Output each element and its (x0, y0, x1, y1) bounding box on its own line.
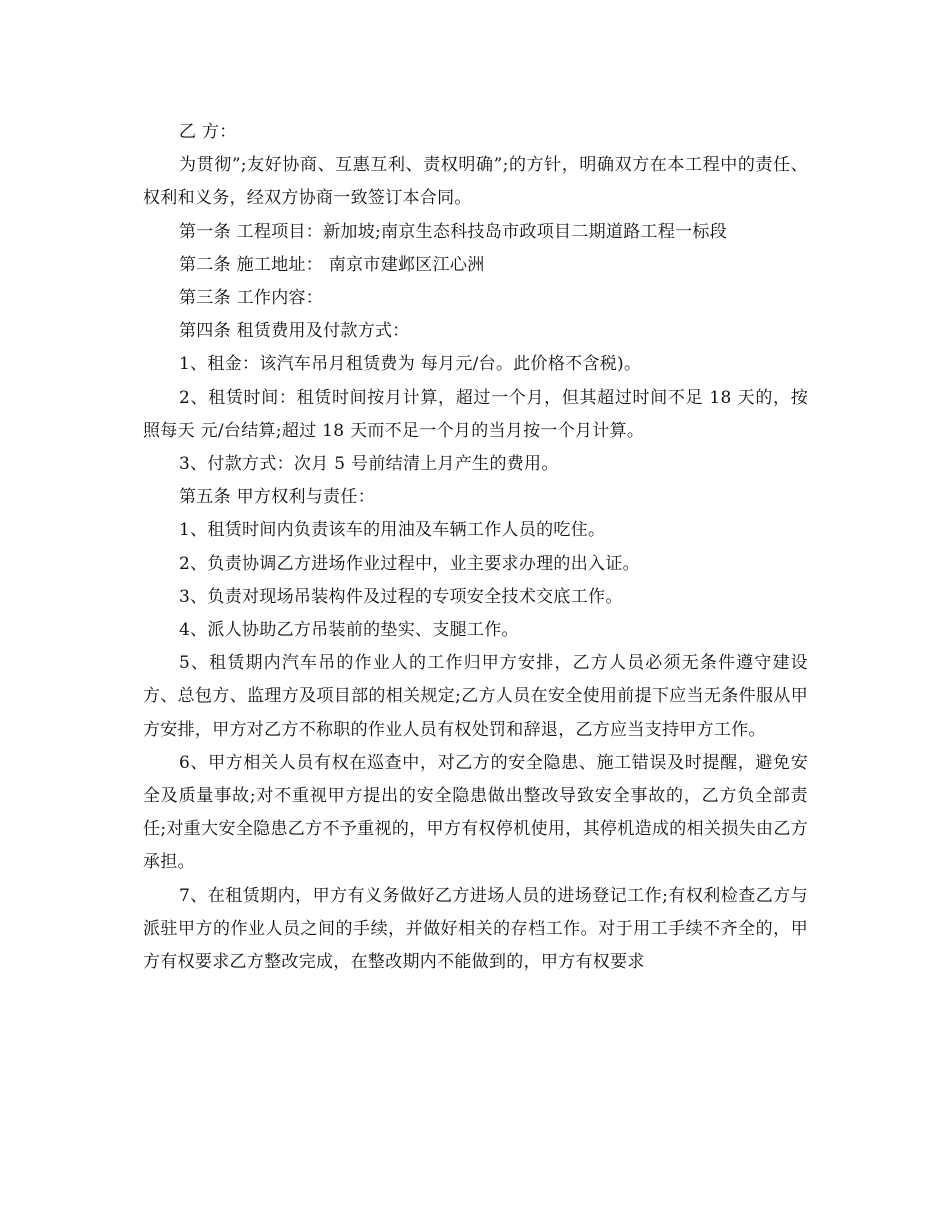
article-5-item-3: 3、负责对现场吊装构件及过程的专项安全技术交底工作。 (179, 586, 623, 607)
article-1-project: 第一条 工程项目：新加坡;南京生态科技岛市政项目二期道路工程一标段 (179, 221, 728, 242)
article-5-item-4: 4、派人协助乙方吊装前的垫实、支腿工作。 (179, 620, 519, 641)
article-5-heading: 第五条 甲方权利与责任： (179, 487, 376, 508)
article-5-item-5: 5、租赁期内汽车吊的作业人的工作归甲方安排，乙方人员必须无条件遵守建设方、总包方、监理方及项目部的相关规定;乙方人员在安全使用前提下应当无条件服从甲方安排，甲方对乙方不称职的作业人员有权处罚和辞退，乙方应当支持甲方工作。 (143, 653, 808, 740)
article-5-item-7: 7、在租赁期内，甲方有义务做好乙方进场人员的进场登记工作;有权利检查乙方与派驻甲方的作业人员之间的手续，并做好相关的存档工作。对于用工手续不齐全的，甲方有权要求乙方整改完成，在整改期内不能做到的，甲方有权要求 (143, 885, 808, 973)
article-4-item-3: 3、付款方式：次月 5 号前结清上月产生的费用。 (179, 454, 559, 475)
document-body (143, 116, 808, 979)
article-2-address: 第二条 施工地址： 南京市建邺区江心洲 (179, 254, 485, 275)
article-5-item-2: 2、负责协调乙方进场作业过程中，业主要求办理的出入证。 (179, 553, 640, 574)
article-4-item-1: 1、租金：该汽车吊月租赁费为 每月元/台。此价格不含税)。 (179, 354, 642, 375)
party-b-label: 乙 方： (179, 122, 237, 142)
article-4-item-2: 2、租赁时间：租赁时间按月计算，超过一个月，但其超过时间不足 18 天的，按照每天 元/台结算;超过 18 天而不足一个月的当月按一个月计算。 (143, 387, 808, 441)
article-5-item-1: 1、租赁时间内负责该车的用油及车辆工作人员的吃住。 (179, 520, 606, 541)
article-5-item-6: 6、甲方相关人员有权在巡查中，对乙方的安全隐患、施工错误及时提醒，避免安全及质量事故;对不重视甲方提出的安全隐患做出整改导致安全事故的，乙方负全部责任;对重大安全隐患乙方不予重视的，甲方有权停机使用，其停机造成的相关损失由乙方承担。 (143, 752, 808, 873)
preamble-paragraph: 为贯彻”;友好协商、互惠互利、责权明确”;的方针，明确双方在本工程中的责任、权利和义务，经双方协商一致签订本合同。 (143, 155, 808, 209)
article-4-heading: 第四条 租赁费用及付款方式： (179, 321, 410, 342)
article-3-scope: 第三条 工作内容： (179, 288, 324, 309)
